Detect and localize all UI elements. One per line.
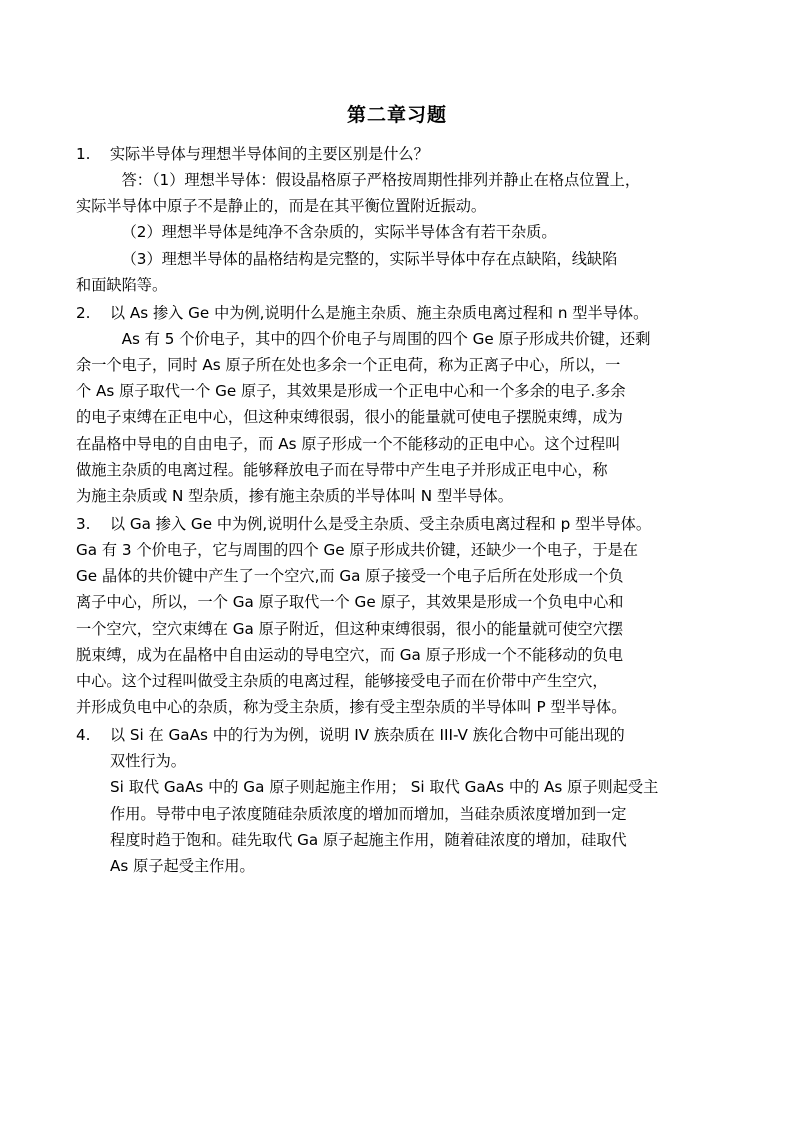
- question-4-number: 4.: [76, 726, 91, 745]
- question-3-answer-line-6: 中心。这个过程叫做受主杂质的电离过程，能够接受电子而在价带中产生空穴，: [76, 671, 608, 690]
- question-4-answer-line-1: Si 取代 GaAs 中的 Ga 原子则起施主作用； Si 取代 GaAs 中的 As 原子则起受主: [110, 778, 659, 797]
- question-2-answer-line-1: As 有 5 个价电子，其中的四个价电子与周围的四个 Ge 原子形成共价键，还剩: [121, 329, 651, 348]
- question-2-answer-line-6: 做施主杂质的电离过程。能够释放电子而在导带中产生电子并形成正电中心，称: [76, 460, 608, 479]
- question-2-answer-line-5: 在晶格中导电的自由电子，而 As 原子形成一个不能移动的正电中心。这个过程叫: [76, 434, 621, 453]
- question-3-number: 3.: [76, 514, 91, 533]
- question-block-4: [76, 722, 718, 879]
- question-2-answer-line-4: 的电子束缚在正电中心，但这种束缚很弱，很小的能量就可使电子摆脱束缚，成为: [76, 408, 623, 427]
- question-2-number: 2.: [76, 303, 91, 322]
- question-4-prompt-text-line-1: 以 Si 在 GaAs 中的行为为例，说明 IV 族杂质在 III-V 族化合物中可能出现的: [109, 726, 625, 745]
- question-1-answer-line-2: 实际半导体中原子不是静止的，而是在其平衡位置附近振动。: [76, 197, 487, 216]
- question-2-answer-line-2: 余一个电子，同时 As 原子所在处也多余一个正电荷，称为正离子中心，所以，一: [76, 356, 621, 375]
- question-2-prompt: [76, 300, 718, 326]
- question-3-answer-line-4: 一个空穴，空穴束缚在 Ga 原子附近，但这种束缚很弱，很小的能量就可使空穴摆: [76, 619, 624, 638]
- question-block-3: [76, 511, 718, 720]
- page-title: 第二章习题: [346, 104, 447, 126]
- question-1-answer-line-3: （2）理想半导体是纯净不含杂质的，实际半导体含有若干杂质。: [121, 223, 557, 242]
- question-1-prompt: [76, 141, 718, 167]
- question-3-answer-line-3: 离子中心，所以，一个 Ga 原子取代一个 Ge 原子，其效果是形成一个负电中心和: [76, 593, 624, 612]
- question-1-answer-line-5: 和面缺陷等。: [76, 275, 168, 294]
- question-2-answer-line-3: 个 As 原子取代一个 Ge 原子，其效果是形成一个正电中心和一个多余的电子.多余: [76, 382, 626, 401]
- question-2-prompt-text: 以 As 掺入 Ge 中为例,说明什么是施主杂质、施主杂质电离过程和 n 型半导体。: [109, 303, 649, 322]
- question-1-number: 1.: [76, 145, 91, 163]
- question-3-answer-line-7: 并形成负电中心的杂质，称为受主杂质，掺有受主型杂质的半导体叫 P 型半导体。: [76, 697, 627, 716]
- question-1-prompt-text: 实际半导体与理想半导体间的主要区别是什么？: [109, 145, 429, 163]
- question-2-answer-line-7: 为施主杂质或 N 型杂质，掺有施主杂质的半导体叫 N 型半导体。: [76, 486, 513, 505]
- question-4-answer-line-2: 作用。导带中电子浓度随硅杂质浓度的增加而增加，当硅杂质浓度增加到一定: [110, 804, 627, 823]
- question-block-2: [76, 300, 718, 509]
- question-4-prompt-text-line-2: 双性行为。: [110, 752, 186, 771]
- question-3-prompt-text: 以 Ga 掺入 Ge 中为例,说明什么是受主杂质、受主杂质电离过程和 p 型半导体。: [109, 514, 652, 533]
- question-1-answer-line-1: 答：（1）理想半导体：假设晶格原子严格按周期性排列并静止在格点位置上，: [121, 171, 641, 190]
- question-3-answer-line-2: Ge 晶体的共价键中产生了一个空穴,而 Ga 原子接受一个电子后所在处形成一个负: [76, 567, 624, 586]
- question-4-answer-line-4: As 原子起受主作用。: [110, 856, 255, 875]
- question-block-1: [76, 141, 718, 298]
- question-3-answer-line-1: Ga 有 3 个价电子，它与周围的四个 Ge 原子形成共价键，还缺少一个电子，于是在: [76, 541, 638, 560]
- question-3-prompt: [76, 511, 718, 537]
- question-4-answer-line-3: 程度时趋于饱和。硅先取代 Ga 原子起施主作用，随着硅浓度的增加，硅取代: [110, 830, 627, 849]
- question-4-prompt: [76, 722, 718, 748]
- question-3-answer-line-5: 脱束缚，成为在晶格中自由运动的导电空穴，而 Ga 原子形成一个不能移动的负电: [76, 645, 624, 664]
- question-1-answer-line-4: （3）理想半导体的晶格结构是完整的，实际半导体中存在点缺陷，线缺陷: [121, 249, 618, 268]
